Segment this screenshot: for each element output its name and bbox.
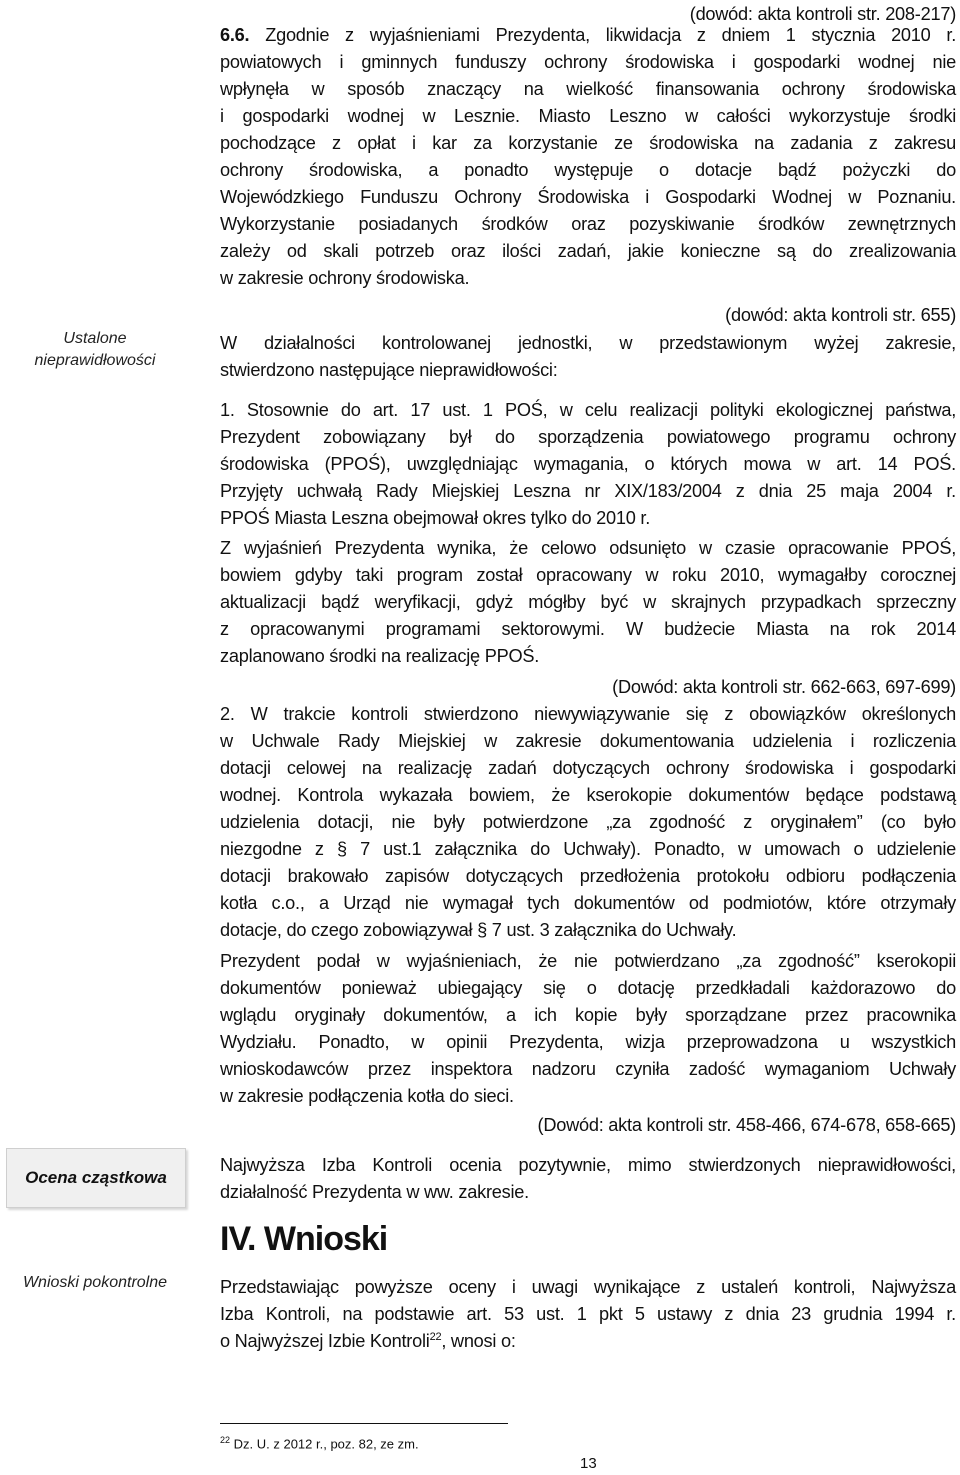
paragraph-line — [220, 1328, 956, 1355]
paragraph-line: W działalności kontrolowanej jednostki, w przedstawionym wyżej zakresie, — [220, 333, 956, 353]
paragraph-line: 2. W trakcie kontroli stwierdzono niewywiązywanie się z obowiązków określonych — [220, 704, 956, 724]
paragraph-line: wpłynęła w sposób znaczący na wielkość finansowania ochrony środowiska — [220, 79, 956, 99]
paragraph-line: Wykorzystanie posiadanych środków oraz pozyskiwanie środków zewnętrznych — [220, 214, 956, 234]
paragraph-line: 1. Stosownie do art. 17 ust. 1 POŚ, w celu realizacji polityki ekologicznej państwa, — [220, 400, 956, 420]
partial-assessment-label: Ocena cząstkowa — [25, 1168, 167, 1187]
assessment-paragraph — [220, 1152, 956, 1206]
paragraph-line: wodnej. Kontrola wykazała bowiem, że kserokopie dokumentów będące podstawą — [220, 785, 956, 805]
paragraph-line: aktualizacji bądź weryfikacji, gdyż mógłby być w skrajnych przypadkach sprzeczny — [220, 592, 956, 612]
paragraph-line: działalność Prezydenta w ww. zakresie. — [220, 1182, 529, 1202]
paragraph-line: w Uchwale Rady Miejskiej w zakresie dokumentowania udzielenia i rozliczenia — [220, 731, 956, 751]
margin-conclusions-text: Wnioski pokontrolne — [22, 1274, 168, 1291]
paragraph-line: Prezydent zobowiązany był do sporządzenia powiatowego programu ochrony — [220, 427, 956, 447]
finding-2-explanation — [220, 948, 956, 1110]
evidence-655 — [220, 302, 956, 329]
conclusions-paragraph — [220, 1274, 956, 1355]
paragraph-line: zaplanowano środki na realizację PPOŚ. — [220, 646, 540, 666]
paragraph-line: stwierdzono następujące nieprawidłowości: — [220, 360, 558, 380]
conclusions-line-tail: , wnosi o: — [441, 1331, 516, 1351]
evidence-line: (dowód: akta kontroli str. 208-217) — [689, 4, 956, 24]
paragraph-line: powiatowych i gminnych funduszy ochrony środowiska i gospodarki wodnej nie — [220, 52, 956, 72]
paragraph-line: dotacje, do czego zobowiązywał § 7 ust. 3 załącznika do Uchwały. — [220, 920, 737, 940]
paragraph-line: z opracowanymi programami sektorowymi. W budżecie Miasta na rok 2014 — [220, 619, 956, 639]
evidence-line: (Dowód: akta kontroli str. 662-663, 697-699) — [612, 677, 956, 697]
footnote-number: 22 — [220, 1435, 231, 1445]
paragraph-line: kotła c.o., a Urząd nie wymagał tych dokumentów od podmiotów, które otrzymały — [220, 893, 956, 913]
finding-1-explanation — [220, 535, 956, 670]
paragraph-line: Z wyjaśnień Prezydenta wynika, że celowo odsunięto w czasie opracowanie PPOŚ, — [220, 538, 956, 558]
paragraph-line: w zakresie podłączenia kotła do sieci. — [220, 1086, 514, 1106]
footnote-separator — [220, 1423, 508, 1424]
evidence-662 — [220, 674, 956, 701]
margin-findings-label-line1: Ustalone — [63, 330, 127, 347]
paragraph-line: Wojewódzkiego Funduszu Ochrony Środowiska i Gospodarki Wodnej w Poznaniu. — [220, 187, 956, 207]
paragraph-line: PPOŚ Miasta Leszna obejmował okres tylko do 2010 r. — [220, 508, 651, 528]
paragraph-line: pochodzące z opłat i kar za korzystanie ze środowiska na zadania z zakresu — [220, 133, 956, 153]
paragraph-line: udzielenia dotacji, nie były potwierdzone „za zgodność z oryginałem” (co było — [220, 812, 956, 832]
paragraph-line: w zakresie ochrony środowiska. — [220, 268, 470, 288]
paragraph-line: wglądu oryginały dokumentów, a ich kopie były sporządzane przez pracownika — [220, 1005, 956, 1025]
paragraph-line: ochrony środowiska, a ponadto występuje o dotacje bądź pożyczki do — [220, 160, 956, 180]
finding-1-paragraph — [220, 397, 956, 532]
section-number: 6.6. — [220, 25, 250, 45]
paragraph-line: Przyjęty uchwałą Rady Miejskiej Leszna nr XIX/183/2004 z dnia 25 maja 2004 r. — [220, 481, 956, 501]
paragraph-line: wnioskodawców przez inspektora nadzoru czyniła zadość wymaganiom Uchwały — [220, 1059, 956, 1079]
paragraph-line — [220, 22, 956, 49]
conclusions-line-text: o Najwyższej Izbie Kontroli — [220, 1331, 430, 1351]
paragraph-line: Prezydent podał w wyjaśnieniach, że nie potwierdzano „za zgodność” kserokopii — [220, 951, 956, 971]
margin-findings-label — [6, 328, 184, 372]
footnote-text: Dz. U. z 2012 r., poz. 82, ze zm. — [230, 1436, 419, 1452]
findings-intro — [220, 330, 956, 384]
section-iv-heading: IV. Wnioski — [220, 1220, 388, 1258]
paragraph-line: środowiska (PPOŚ), uwzględniając wymagania, o których mowa w art. 14 POŚ. — [220, 454, 956, 474]
paragraph-line: bowiem gdyby taki program został opracowany w roku 2010, wymagałby corocznej — [220, 565, 956, 585]
paragraph-line: Izba Kontroli, na podstawie art. 53 ust. 1 pkt 5 ustawy z dnia 23 grudnia 1994 r. — [220, 1304, 956, 1324]
evidence-line: (dowód: akta kontroli str. 655) — [725, 305, 956, 325]
page-number: 13 — [580, 1455, 597, 1472]
paragraph-line: niezgodne z § 7 ust.1 załącznika do Uchwały). Ponadto, w umowach o udzielenie — [220, 839, 956, 859]
evidence-line: (Dowód: akta kontroli str. 458-466, 674-678, 658-665) — [537, 1115, 956, 1135]
evidence-458 — [220, 1112, 956, 1139]
paragraph-line: dotacji celowej na realizację zadań dotyczących ochrony środowiska i gospodarki — [220, 758, 956, 778]
section-first-line-text: Zgodnie z wyjaśnieniami Prezydenta, likwidacja z dniem 1 stycznia 2010 r. — [265, 25, 956, 45]
paragraph-line: dotacji brakowało zapisów dotyczących przedłożenia protokołu odbioru podłączenia — [220, 866, 956, 886]
section-6-6-paragraph — [220, 22, 956, 292]
paragraph-line: Najwyższa Izba Kontroli ocenia pozytywnie, mimo stwierdzonych nieprawidłowości, — [220, 1155, 956, 1175]
partial-assessment-box — [6, 1148, 186, 1208]
paragraph-line: Przedstawiając powyższe oceny i uwagi wynikające z ustaleń kontroli, Najwyższa — [220, 1277, 956, 1297]
margin-findings-label-line2: nieprawidłowości — [34, 352, 156, 369]
margin-conclusions-label — [6, 1272, 184, 1294]
paragraph-line: Wydziału. Ponadto, w opinii Prezydenta, wizja przeprowadzona u wszystkich — [220, 1032, 956, 1052]
footnote-reference[interactable]: 22 — [429, 1330, 442, 1343]
footnote — [220, 1435, 419, 1451]
paragraph-line: dokumentów ponieważ ubiegający się o dotację przedkładali każdorazowo do — [220, 978, 956, 998]
finding-2-paragraph — [220, 701, 956, 944]
paragraph-line: i gospodarki wodnej w Lesznie. Miasto Leszno w całości wykorzystuje środki — [220, 106, 956, 126]
paragraph-line: zależy od skali potrzeb oraz ilości zadań, jakie konieczne są do zrealizowania — [220, 241, 956, 261]
